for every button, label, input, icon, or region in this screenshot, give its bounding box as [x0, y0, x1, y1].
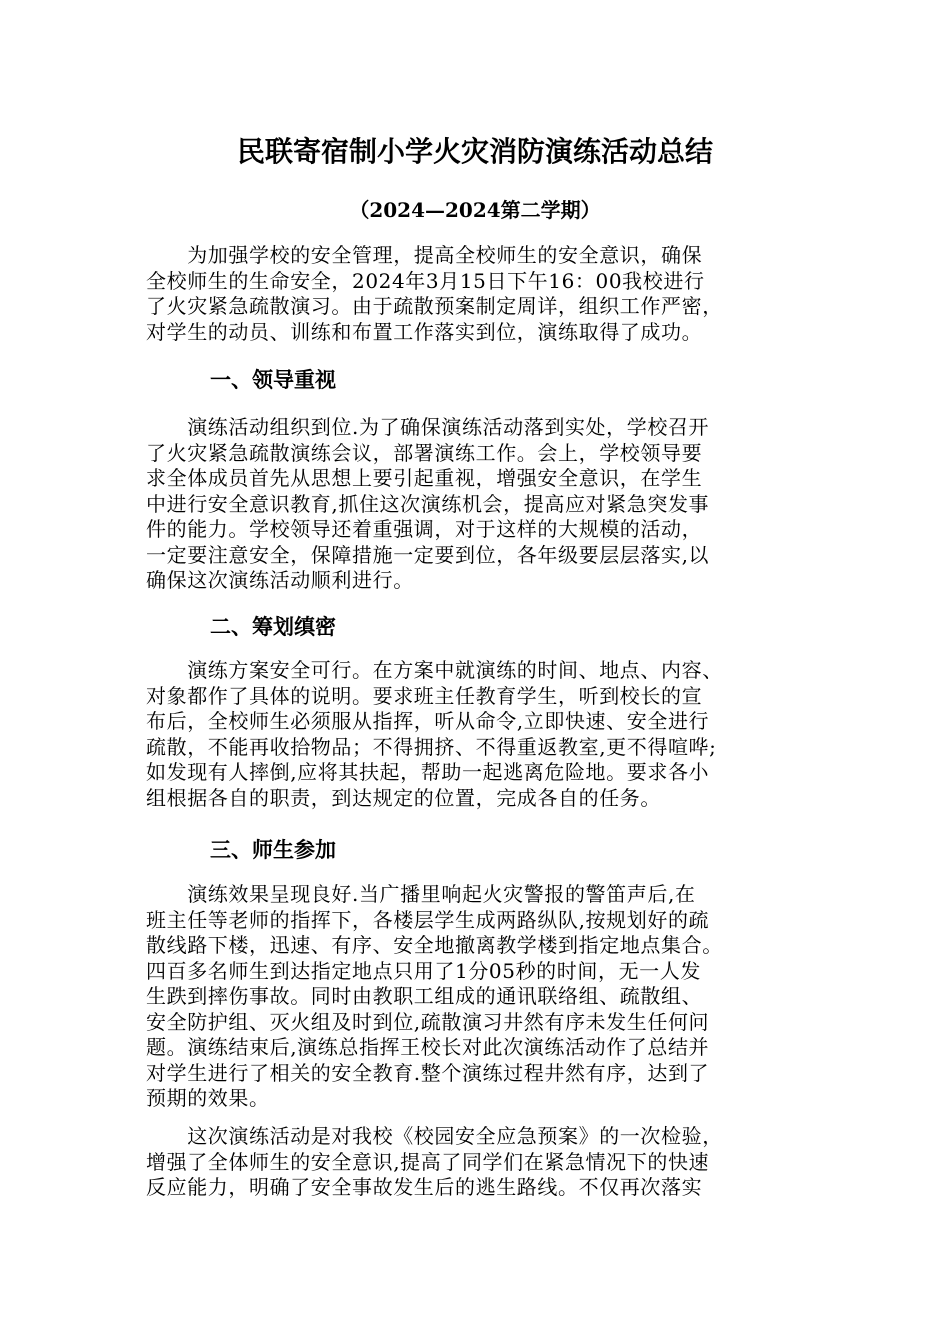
section1-paragraph: [146, 415, 806, 594]
text-line: 为加强学校的安全管理，提高全校师生的安全意识，确保: [146, 243, 703, 267]
text-line: 安全防护组、灭火组及时到位,疏散演习井然有序未发生任何问: [146, 1009, 710, 1034]
text-line: 演练效果呈现良好.当广播里响起火灾警报的警笛声后,在: [146, 882, 696, 906]
text-line: 疏散，不能再收拾物品；不得拥挤、不得重返教室,更不得喧哗;: [146, 734, 717, 759]
intro-paragraph: [146, 243, 806, 345]
text-line: 确保这次演练活动顺利进行。: [146, 568, 414, 592]
section-heading-leadership: 一、领导重视: [210, 367, 336, 392]
text-line: 这次演练活动是对我校《校园安全应急预案》的一次检验，: [146, 1124, 723, 1148]
text-line: 对学生进行了相关的安全教育.整个演练过程井然有序，达到了: [146, 1060, 710, 1085]
text-line: 四百多名师生到达指定地点只用了1分05秒的时间，无一人发: [146, 958, 701, 983]
section3-paragraph: [146, 882, 806, 1112]
text-line: 求全体成员首先从思想上要引起重视，增强安全意识，在学生: [146, 466, 703, 490]
text-line: 生跌到摔伤事故。同时由教职工组成的通讯联络组、疏散组、: [146, 984, 703, 1008]
text-line: 题。演练结束后,演练总指挥王校长对此次演练活动作了总结并: [146, 1035, 710, 1059]
text-line: 件的能力。学校领导还着重强调，对于这样的大规模的活动，: [146, 517, 703, 541]
section-heading-planning: 二、筹划缜密: [210, 614, 336, 639]
section2-paragraph: [146, 658, 806, 811]
text-line: 预期的效果。: [146, 1086, 270, 1110]
text-line: 了火灾紧急疏散演习。由于疏散预案制定周详，组织工作严密，: [146, 294, 723, 318]
text-line: 全校师生的生命安全，2024年3月15日下午16：00我校进行: [146, 268, 705, 293]
closing-paragraph: [146, 1124, 806, 1201]
document-title: 民联寄宿制小学火灾消防演练活动总结: [236, 135, 713, 168]
text-line: 组根据各自的职责，到达规定的位置，完成各自的任务。: [146, 785, 661, 810]
section-heading-participation: 三、师生参加: [210, 837, 336, 862]
document-subtitle: （2024—2024第二学期）: [349, 198, 601, 222]
text-line: 中进行安全意识教育,抓住这次演练机会，提高应对紧急突发事: [146, 491, 710, 516]
text-line: 一定要注意安全，保障措施一定要到位，各年级要层层落实,以: [146, 542, 710, 567]
text-line: 增强了全体师生的安全意识,提高了同学们在紧急情况下的快速: [146, 1149, 710, 1174]
text-line: 了火灾紧急疏散演练会议，部署演练工作。会上，学校领导要: [146, 440, 703, 465]
text-line: 布后，全校师生必须服从指挥，听从命令,立即快速、安全进行: [146, 709, 710, 733]
text-line: 对象都作了具体的说明。要求班主任教育学生，听到校长的宣: [146, 683, 703, 708]
text-line: 散线路下楼，迅速、有序、安全地撤离教学楼到指定地点集合。: [146, 933, 723, 957]
text-line: 如发现有人摔倒,应将其扶起，帮助一起逃离危险地。要求各小: [146, 760, 710, 784]
text-line: 对学生的动员、训练和布置工作落实到位，演练取得了成功。: [146, 319, 703, 344]
text-line: 演练活动组织到位.为了确保演练活动落到实处，学校召开: [146, 415, 710, 439]
text-line: 班主任等老师的指挥下，各楼层学生成两路纵队,按规划好的疏: [146, 907, 710, 932]
text-line: 反应能力，明确了安全事故发生后的逃生路线。不仅再次落实: [146, 1175, 703, 1199]
text-line: 演练方案安全可行。在方案中就演练的时间、地点、内容、: [146, 658, 723, 682]
